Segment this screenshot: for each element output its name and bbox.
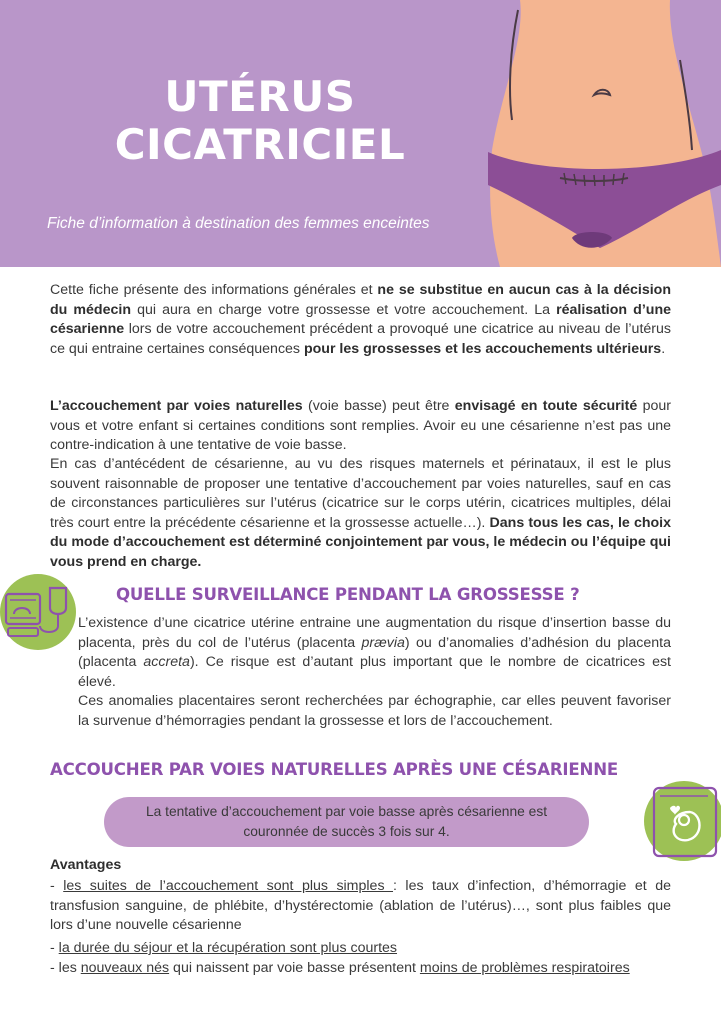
a3-text-2: qui naissent par voie basse présentent [169,960,420,976]
a1-text: : les taux d’infection, d’hémorragie et de transfusion sanguine, de phlébite, d’hystérectomie (ablation de l’utérus)…, sont plus faibles que lors d’une nouvelle césarienne [50,878,671,934]
a3-underlined-2: moins de problèmes respiratoires [419,960,630,976]
header-banner [0,0,721,267]
surveillance-paragraph-2: Ces anomalies placentaires seront recherchées par échographie, car elles peuvent favoriser la survenue d’hémorragies pendant la grossesse et lors de l’accouchement. [78,693,671,729]
fetus-icon [642,778,721,864]
a1-dash: - [50,878,64,894]
surveillance-paragraph-1 [78,614,671,692]
section-heading-vbac: ACCOUCHER PAR VOIES NATURELLES APRÈS UNE CÉSARIENNE [50,760,619,779]
title-line-1: UTÉRUS [164,72,356,121]
intro-text-2: qui aura en charge votre grossesse et votre accouchement. La [131,301,557,318]
intro-bold-1: ne se substitue en aucun cas à la décision du médecin [50,282,671,318]
a3-text-1: - les [50,960,81,976]
advantages-label: Avantages [50,857,122,873]
ultrasound-icon [0,574,78,650]
intro-bold-2: réalisation d’une césarienne [50,301,672,338]
a1-underlined: les suites de l’accouchement sont plus simples [63,878,394,894]
section-heading-surveillance: QUELLE SURVEILLANCE PENDANT LA GROSSESSE ? [116,585,580,604]
para3-text-1: En cas d’antécédent de césarienne, au vu des risques maternels et périnataux, il est le plus souvent raisonnable de proposer une tentative d’accouchement par voies naturelles, sauf en cas de circonstances particulières sur l’utérus (cicatrice sur le corps utérin, cicatrices multiples, délai très court entre la précédente césarienne et la grossesse actuelle…). [50,456,671,531]
advantage-2 [50,939,671,959]
history-paragraph [50,455,671,573]
s1-text-1: L’existence d’une cicatrice utérine entraine une augmentation du risque d’insertion basse du placenta, près du col de l’utérus (placenta [78,615,671,651]
subtitle: Fiche d’information à destination des femmes enceintes [47,215,430,232]
page-title [70,73,450,169]
a2-dash: - [50,940,59,956]
intro-bold-3: pour les grossesses et les accouchements ultérieurs [303,340,662,357]
s1-italic-2: accreta [143,654,190,671]
intro-text-4: . [661,340,666,357]
callout-text: La tentative d’accouchement par voie basse après césarienne est couronnée de succès 3 fois sur 4. [145,804,548,839]
success-rate-callout [104,797,589,847]
para3-bold-1: Dans tous les cas, le choix du mode d’accouchement est déterminé conjointement par vous, le médecin ou l’équipe qui vous prend en charge. [50,514,671,570]
s1-italic-1: prævia [361,634,405,651]
a2-underlined: la durée du séjour et la récupération sont plus courtes [58,940,398,956]
para2-text-1: (voie basse) peut être [302,398,455,414]
s1-text-3: ). Ce risque est d’autant plus important que le nombre de cicatrices est élevé. [78,654,671,690]
para2-bold-1: L’accouchement par voies naturelles [50,398,303,414]
vaginal-birth-paragraph [50,397,671,456]
advantage-3 [50,959,671,979]
intro-paragraph [50,281,671,359]
s1-text-2: ) ou d’anomalies d’adhésion du placenta (placenta [78,634,671,671]
a3-underlined-1: nouveaux nés [80,960,170,976]
intro-text-3: lors de votre accouchement précédent a provoqué une cicatrice au niveau de l’utérus ce qui entraine certaines conséquences [50,321,671,357]
advantage-1 [50,877,671,936]
belly-scar-illustration-icon [480,0,721,267]
title-line-2: CICATRICIEL [114,120,406,169]
para2-bold-2: envisagé en toute sécurité [454,398,638,414]
para2-text-2: pour vous et votre enfant si certaines conditions sont remplies. Avoir eu une césarienne n’est pas une contre-indication à une tentative de voie basse. [50,398,671,454]
intro-text-1: Cette fiche présente des informations générales et [50,282,378,298]
